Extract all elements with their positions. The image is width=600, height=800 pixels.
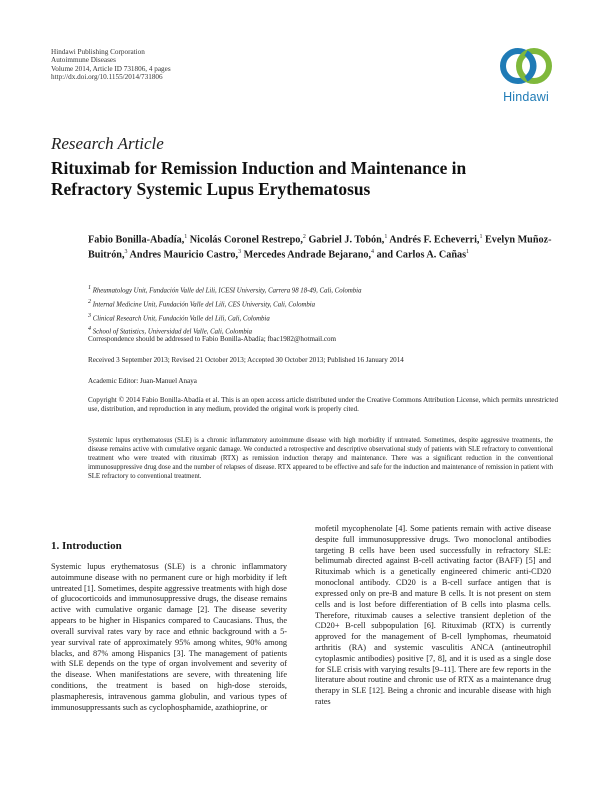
author-affiliation-number: 3 — [238, 249, 242, 256]
section-heading — [51, 540, 122, 552]
author-name: Andrés F. Echeverri, — [389, 234, 480, 246]
affiliation-item — [88, 311, 558, 325]
logo-wordmark: Hindawi — [503, 90, 549, 104]
publisher-name: Hindawi Publishing Corporation — [51, 48, 145, 56]
affiliation-text: Clinical Research Unit, Fundación Valle del Lili, Cali, Colombia — [91, 314, 270, 322]
intro-column-left — [51, 562, 287, 713]
section-title: Introduction — [62, 540, 122, 552]
author-affiliation-number: 1 — [184, 234, 188, 240]
author-list — [88, 231, 558, 262]
intro-column-right — [315, 524, 551, 708]
affiliation-item — [88, 283, 558, 297]
doi-link[interactable]: http://dx.doi.org/10.1155/2014/731806 — [51, 73, 163, 82]
author-affiliation-number: 3 — [124, 249, 128, 256]
journal-header — [51, 48, 171, 82]
academic-editor: Academic Editor: Juan-Manuel Anaya — [88, 377, 197, 385]
author-affiliation-number: 1 — [479, 234, 483, 240]
paper-title: Rituximab for Remission Induction and Maintenance in Refractory Systemic Lupus Erythematosus — [51, 158, 467, 199]
author-affiliation-number: 2 — [302, 234, 306, 240]
affiliation-number: 2 — [88, 298, 91, 305]
author-name: and Carlos A. Cañas — [376, 249, 467, 261]
affiliation-number: 3 — [88, 312, 91, 319]
intro-paragraph-continued: mofetil mycophenolate [4]. Some patients remain with active disease despite full immunosuppressive drugs. Two monoclonal antibodies targeting B cells have been used successfully in refractory SLE: belimumab directed against B-cell activating factor (BAFF) [5] and Rituximab which is a genetically engineered chimeric anti-CD20 monoclonal antibody. CD20 is a B-cell surface antigen that is expressed only on pre-B and mature B cells. It is not present on stem cells and is lost before differentiation of B cells into plasma cells. Therefore, rituximab causes a selective transient depletion of the CD20+ B-cell subpopulation [6]. Rituximab (RTX) is currently approved for the management of B-cell lymphomas, rheumatoid arthritis (RA) and systemic vasculitis ANCA (antineutrophil cytoplasmic antibodies) positive [7, 8], and it is used as a single dose for SLE crisis with varying results [9–11]. There are few reports in the literature about routine and chronic use of RTX as a maintenance drug therapy in SLE [12]. Being a chronic and incurable disease with high rates — [315, 524, 551, 706]
article-type: Research Article — [51, 134, 164, 153]
copyright-notice: Copyright © 2014 Fabio Bonilla-Abadía et al. This is an open access article distributed under the Creative Commons Attribution License, which permits unrestricted use, distribution, and reproduction in any medium, provided the original work is properly cited. — [88, 396, 558, 414]
hindawi-logo — [496, 44, 556, 108]
affiliation-item — [88, 297, 558, 311]
author-name: Evelyn Muñoz-Buitrón, — [88, 234, 552, 261]
author-name: Gabriel J. Tobón, — [308, 234, 385, 246]
affiliation-text: Internal Medicine Unit, Fundación Valle del Lili, CES University, Cali, Colombia — [91, 301, 316, 309]
author-name: Fabio Bonilla-Abadía, — [88, 234, 185, 246]
author-name: Nicolás Coronel Restrepo, — [189, 234, 303, 246]
hindawi-logo-icon — [496, 44, 556, 90]
author-name: Andres Mauricio Castro, — [129, 249, 239, 261]
affiliation-number: 4 — [88, 326, 91, 333]
intro-paragraph: Systemic lupus erythematosus (SLE) is a chronic inflammatory autoimmune disease with no permanent cure or high morbidity if left untreated [1]. Sometimes, despite aggressive treatments with high dose of glucocorticoids and immunosuppressive drugs, the disease remains active with cumulative organic damage [2]. The disease severity appears to be higher in Hispanics compared to Caucasians. Thus, the overall survival rates vary by race and ethnic background with a 5-year survival rate of approximately 95% among whites, 90% among blacks, and 87% among Hispanics [3]. The management of patients with SLE depends on the type of organ involvement and severity of the disease. When manifestations are severe, with threatening life conditions, the treatment is based on high-dose steroids, plasmapheresis, intravenous gamma globulin, and various types of immunosuppressants such as cyclophosphamide, azathioprine, or — [51, 562, 287, 712]
correspondence: Correspondence should be addressed to Fabio Bonilla-Abadía; fbac1982@hotmail.com — [88, 335, 337, 343]
section-number: 1. — [51, 540, 60, 552]
author-affiliation-number: 1 — [384, 234, 388, 240]
volume-info: Volume 2014, Article ID 731806, 4 pages — [51, 64, 171, 73]
publication-dates: Received 3 September 2013; Revised 21 October 2013; Accepted 30 October 2013; Published 16 January 2014 — [88, 356, 404, 364]
abstract: Systemic lupus erythematosus (SLE) is a chronic inflammatory autoimmune disease with high morbidity if untreated. Sometimes, despite aggressive treatments, the disease remains active with cumulative organic damage. We conducted a retrospective and descriptive observational study of patients with SLE refractory to conventional treatment who were treated with rituximab (RTX) as remission induction therapy and maintenance. There was a significant reduction in the conventional immunosuppressive drug dose and the number of relapses of disease. RTX appeared to be effective and safe for the induction and maintenance of remission in patient with SLE refractory to conventional treatment. — [88, 437, 553, 481]
journal-name: Autoimmune Diseases — [51, 56, 116, 65]
author-name: Mercedes Andrade Bejarano, — [243, 249, 372, 261]
affiliations — [88, 283, 558, 338]
affiliation-text: School of Statistics, Universidad del Valle, Cali, Colombia — [91, 328, 253, 336]
author-affiliation-number: 4 — [371, 249, 375, 256]
affiliation-number: 1 — [88, 285, 91, 291]
affiliation-text: Rheumatology Unit, Fundación Valle del Lili, ICESI University, Carrera 98 18-49, Cali, Colombia — [91, 287, 362, 295]
author-affiliation-number: 1 — [466, 249, 470, 256]
